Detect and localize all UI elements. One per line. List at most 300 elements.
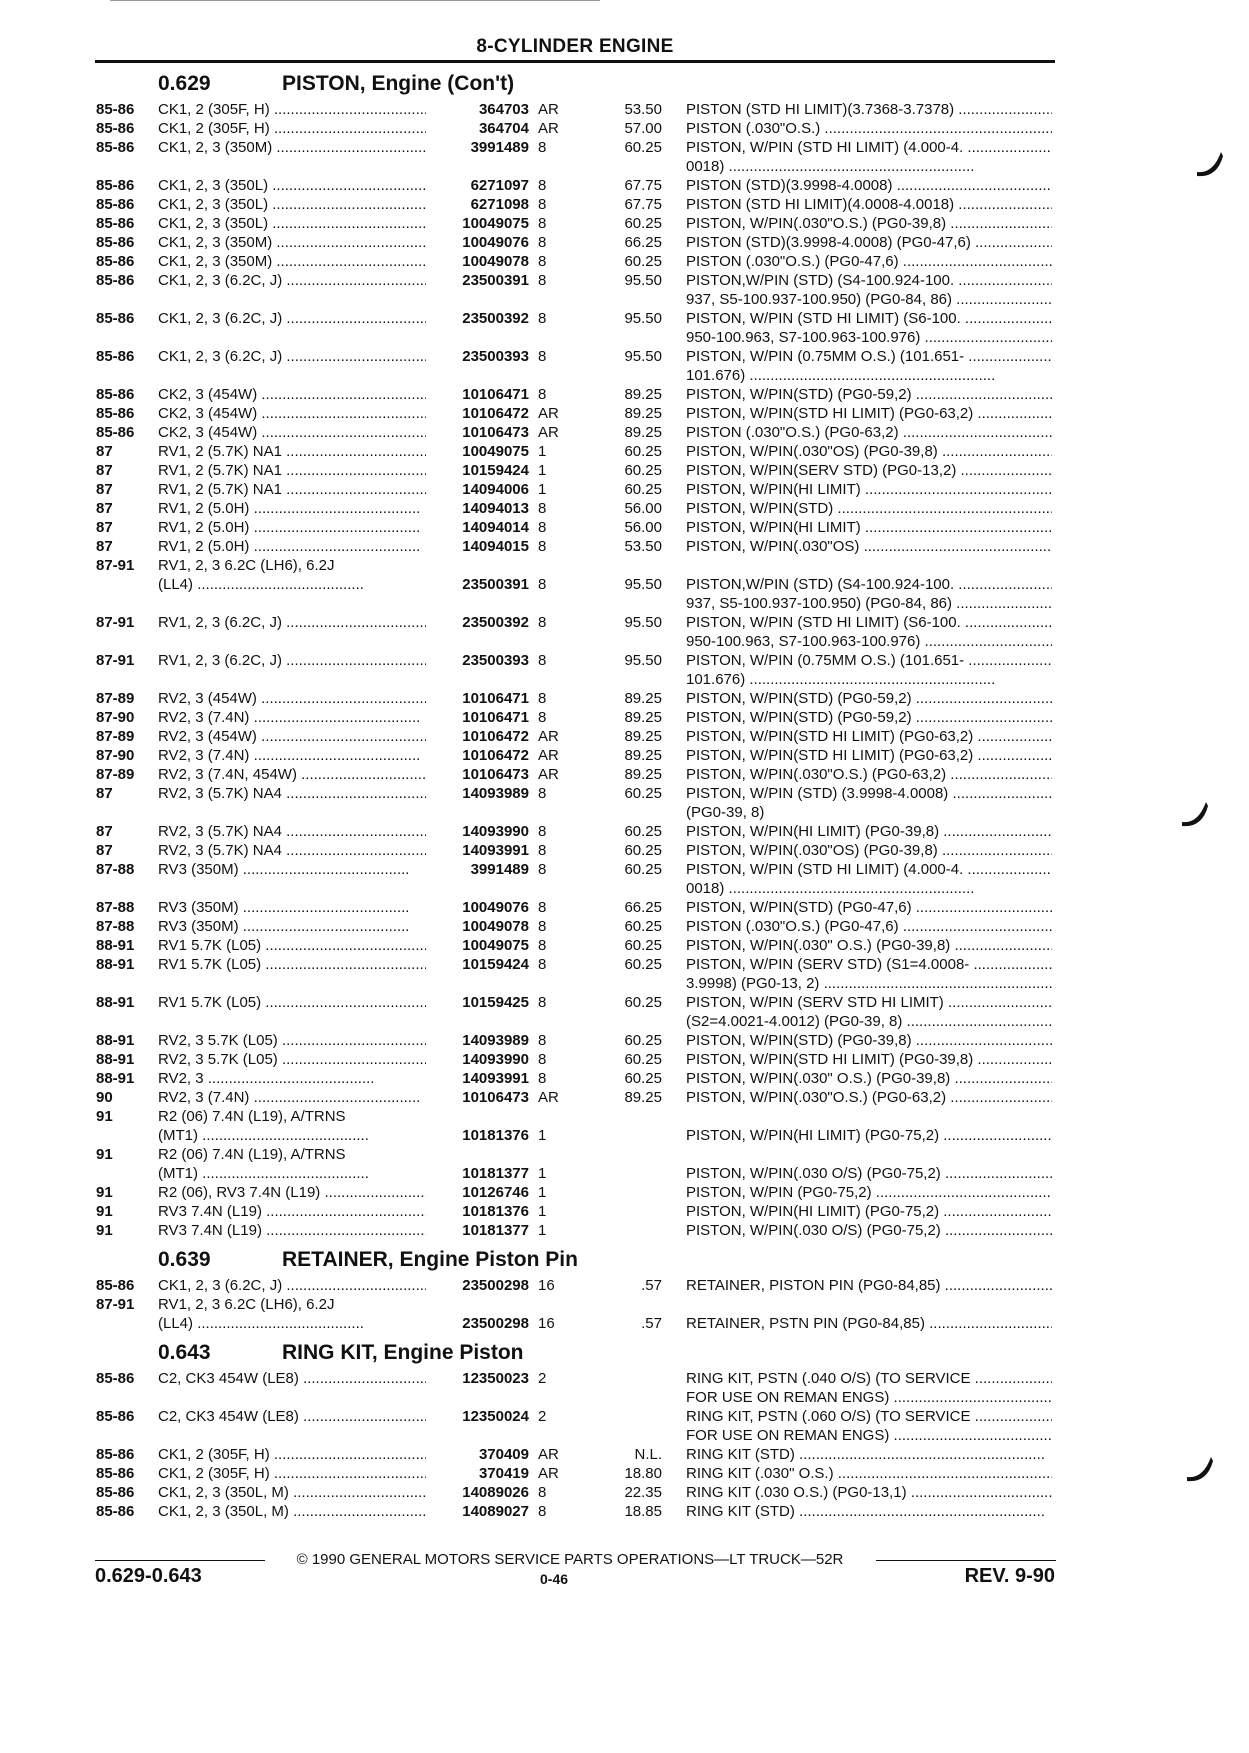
model-application: (MT1) ..... [158, 1164, 426, 1183]
parts-row [0, 556, 1249, 575]
price: 89.25 [624, 386, 662, 403]
model-application: CK2, 3 (454W) ..... [158, 423, 426, 442]
part-number: 10049076 [462, 234, 529, 251]
model-application: CK1, 2, 3 (350L, M) ..... [158, 1502, 426, 1521]
quantity: 8 [538, 253, 547, 270]
part-number: 14094006 [462, 481, 529, 498]
model-application: RV3 (350M) ..... [158, 917, 426, 936]
model-year: 85-86 [96, 253, 135, 270]
footer-rule-right [876, 1560, 1056, 1561]
footer-section-range: 0.629-0.643 [95, 1565, 202, 1587]
model-year: 87 [96, 443, 113, 460]
quantity: 8 [538, 1051, 547, 1068]
price: 56.00 [624, 500, 662, 517]
footer-revision: REV. 9-90 [964, 1565, 1055, 1587]
parts-row [0, 347, 1249, 366]
model-year: 87 [96, 519, 113, 536]
quantity: 8 [538, 215, 547, 232]
quantity: 8 [538, 1503, 547, 1520]
price: 60.25 [624, 1032, 662, 1049]
part-number: 10106473 [462, 766, 529, 783]
model-application: RV1 5.7K (L05) ..... [158, 936, 426, 955]
price: 18.80 [624, 1465, 662, 1482]
model-year: 85-86 [96, 177, 135, 194]
model-year: 87-89 [96, 728, 135, 745]
quantity: 8 [538, 196, 547, 213]
quantity: 8 [538, 576, 547, 593]
top-edge-line [110, 0, 600, 1]
description: PISTON, W/PIN(STD HI LIMIT) (PG0-63,2) ..... [686, 727, 1052, 746]
model-year: 85-86 [96, 348, 135, 365]
parts-row [0, 803, 1249, 822]
description: PISTON (STD HI LIMIT)(4.0008-4.0018) ..... [686, 195, 1052, 214]
model-application: RV2, 3 5.7K (L05) ..... [158, 1031, 426, 1050]
parts-row [0, 1314, 1249, 1333]
model-year: 87-89 [96, 766, 135, 783]
parts-row [0, 233, 1249, 252]
part-number: 14094014 [462, 519, 529, 536]
quantity: 8 [538, 690, 547, 707]
model-year: 91 [96, 1146, 113, 1163]
description: PISTON, W/PIN (0.75MM O.S.) (101.651- ..... [686, 651, 1052, 670]
parts-row [0, 1445, 1249, 1464]
price: 18.85 [624, 1503, 662, 1520]
description: 0018) ..... [686, 879, 1052, 898]
quantity: 1 [538, 1222, 547, 1239]
part-number: 10106473 [462, 424, 529, 441]
price: 22.35 [624, 1484, 662, 1501]
quantity: 16 [538, 1315, 555, 1332]
quantity: 2 [538, 1408, 547, 1425]
part-number: 10159424 [462, 956, 529, 973]
parts-row [0, 214, 1249, 233]
model-application: RV1, 2 (5.0H) ..... [158, 518, 426, 537]
parts-row [0, 1164, 1249, 1183]
parts-row [0, 1107, 1249, 1126]
description: RETAINER, PISTON PIN (PG0-84,85) ..... [686, 1276, 1052, 1295]
model-year: 85-86 [96, 120, 135, 137]
part-number: 364703 [478, 101, 529, 118]
quantity: 8 [538, 956, 547, 973]
part-number: 10181376 [462, 1203, 529, 1220]
parts-row [0, 575, 1249, 594]
description: PISTON, W/PIN(.030" O.S.) (PG0-39,8) ..... [686, 936, 1052, 955]
parts-row [0, 879, 1249, 898]
model-year: 88-91 [96, 1051, 135, 1068]
model-year: 90 [96, 1089, 113, 1106]
model-year: 85-86 [96, 196, 135, 213]
model-application: CK1, 2, 3 (350M) ..... [158, 233, 426, 252]
description: (PG0-39, 8) [686, 804, 765, 821]
parts-row [0, 480, 1249, 499]
parts-row [0, 1126, 1249, 1145]
parts-row [0, 537, 1249, 556]
model-application: CK1, 2, 3 (350M) ..... [158, 138, 426, 157]
description: PISTON, W/PIN (STD) (3.9998-4.0008) ..... [686, 784, 1052, 803]
section-heading [0, 64, 1249, 100]
price: 67.75 [624, 177, 662, 194]
part-number: 10106471 [462, 386, 529, 403]
model-application: RV2, 3 (454W) ..... [158, 689, 426, 708]
parts-row [0, 993, 1249, 1012]
section-heading [0, 1333, 1249, 1369]
parts-row [0, 955, 1249, 974]
description: RING KIT, PSTN (.060 O/S) (TO SERVICE ..... [686, 1407, 1052, 1426]
parts-row [0, 1483, 1249, 1502]
quantity: 8 [538, 823, 547, 840]
description: PISTON, W/PIN(STD) (PG0-59,2) ..... [686, 708, 1052, 727]
model-application: RV2, 3 (454W) ..... [158, 727, 426, 746]
price: 60.25 [624, 918, 662, 935]
model-year: 87-90 [96, 747, 135, 764]
description: PISTON, W/PIN(.030"O.S.) (PG0-39,8) ..... [686, 214, 1052, 233]
part-number: 6271097 [470, 177, 529, 194]
part-number: 14093990 [462, 823, 529, 840]
part-number: 6271098 [470, 196, 529, 213]
parts-row [0, 366, 1249, 385]
description: PISTON, W/PIN(.030"OS) (PG0-39,8) ..... [686, 442, 1052, 461]
price: 89.25 [624, 709, 662, 726]
parts-row [0, 1426, 1249, 1445]
model-application: CK1, 2, 3 (6.2C, J) ..... [158, 347, 426, 366]
quantity: 8 [538, 918, 547, 935]
description: PISTON, W/PIN (STD HI LIMIT) (4.000-4. ..... [686, 860, 1052, 879]
description: PISTON, W/PIN(.030"OS) ..... [686, 537, 1052, 556]
description: PISTON,W/PIN (STD) (S4-100.924-100. ..... [686, 271, 1052, 290]
quantity: 1 [538, 443, 547, 460]
model-application: CK1, 2, 3 (350L) ..... [158, 176, 426, 195]
quantity: 8 [538, 386, 547, 403]
parts-row [0, 100, 1249, 119]
parts-row [0, 1295, 1249, 1314]
model-year: 85-86 [96, 272, 135, 289]
quantity: 1 [538, 1184, 547, 1201]
quantity: AR [538, 1446, 559, 1463]
model-application: CK1, 2, 3 (350L) ..... [158, 214, 426, 233]
quantity: 16 [538, 1277, 555, 1294]
description: PISTON, W/PIN(HI LIMIT) ..... [686, 518, 1052, 537]
part-number: 10049075 [462, 215, 529, 232]
description: PISTON (.030"O.S.) (PG0-63,2) ..... [686, 423, 1052, 442]
price: 95.50 [624, 348, 662, 365]
description: 0018) ..... [686, 157, 1052, 176]
quantity: 8 [538, 139, 547, 156]
model-year: 85-86 [96, 405, 135, 422]
quantity: 8 [538, 899, 547, 916]
part-number: 10181377 [462, 1165, 529, 1182]
part-number: 14094015 [462, 538, 529, 555]
model-application: CK1, 2 (305F, H) ..... [158, 119, 426, 138]
part-number: 23500393 [462, 348, 529, 365]
description: 937, S5-100.937-100.950) (PG0-84, 86) ..... [686, 594, 1052, 613]
model-application: RV1 5.7K (L05) ..... [158, 993, 426, 1012]
description: RING KIT (STD) ..... [686, 1502, 1052, 1521]
price: .57 [641, 1315, 662, 1332]
description: PISTON, W/PIN(STD) (PG0-59,2) ..... [686, 689, 1052, 708]
parts-row [0, 1388, 1249, 1407]
price: 60.25 [624, 462, 662, 479]
price: 56.00 [624, 519, 662, 536]
model-year: 87 [96, 462, 113, 479]
description: 101.676) ..... [686, 366, 1052, 385]
binder-ring-mark-icon [1185, 1455, 1215, 1485]
parts-row [0, 1276, 1249, 1295]
quantity: 8 [538, 272, 547, 289]
model-year: 85-86 [96, 101, 135, 118]
part-number: 370419 [478, 1465, 529, 1482]
description: PISTON, W/PIN(.030 O/S) (PG0-75,2) ..... [686, 1164, 1052, 1183]
quantity: 8 [538, 1484, 547, 1501]
quantity: 8 [538, 1032, 547, 1049]
model-application: CK1, 2, 3 (6.2C, J) ..... [158, 1276, 426, 1295]
description: PISTON, W/PIN(STD HI LIMIT) (PG0-39,8) ..... [686, 1050, 1052, 1069]
model-year: 87-91 [96, 652, 135, 669]
description: PISTON (.030"O.S.) ..... [686, 119, 1052, 138]
model-application: CK1, 2, 3 (350L, M) ..... [158, 1483, 426, 1502]
parts-row [0, 1088, 1249, 1107]
quantity: 8 [538, 709, 547, 726]
parts-row [0, 1069, 1249, 1088]
section-number: 0.643 [158, 1341, 211, 1364]
part-number: 370409 [478, 1446, 529, 1463]
description: 101.676) ..... [686, 670, 1052, 689]
part-number: 10106472 [462, 405, 529, 422]
price: 89.25 [624, 424, 662, 441]
price: 60.25 [624, 481, 662, 498]
quantity: 1 [538, 481, 547, 498]
price: 60.25 [624, 443, 662, 460]
price: N.L. [634, 1446, 662, 1463]
footer-page-number: 0-46 [540, 1571, 569, 1587]
model-year: 85-86 [96, 1370, 135, 1387]
parts-row [0, 1012, 1249, 1031]
parts-row [0, 442, 1249, 461]
binder-ring-mark-icon [1180, 800, 1210, 830]
model-year: 87-88 [96, 918, 135, 935]
description: 937, S5-100.937-100.950) (PG0-84, 86) ..... [686, 290, 1052, 309]
model-application: R2 (06) 7.4N (L19), A/TRNS [158, 1108, 346, 1125]
description: 3.9998) (PG0-13, 2) ..... [686, 974, 1052, 993]
model-year: 85-86 [96, 139, 135, 156]
header-rule [95, 60, 1055, 63]
price: 53.50 [624, 538, 662, 555]
quantity: AR [538, 405, 559, 422]
price: 89.25 [624, 766, 662, 783]
part-number: 10049078 [462, 253, 529, 270]
model-application: RV1, 2 (5.7K) NA1 ..... [158, 442, 426, 461]
model-year: 88-91 [96, 937, 135, 954]
parts-row [0, 936, 1249, 955]
model-application: CK1, 2 (305F, H) ..... [158, 1445, 426, 1464]
price: 89.25 [624, 690, 662, 707]
quantity: 8 [538, 842, 547, 859]
parts-row [0, 1502, 1249, 1521]
model-application: CK1, 2, 3 (6.2C, J) ..... [158, 309, 426, 328]
model-application: CK1, 2 (305F, H) ..... [158, 100, 426, 119]
quantity: 8 [538, 785, 547, 802]
model-application: RV2, 3 (5.7K) NA4 ..... [158, 822, 426, 841]
part-number: 23500391 [462, 272, 529, 289]
part-number: 14093990 [462, 1051, 529, 1068]
model-year: 87 [96, 823, 113, 840]
parts-row [0, 119, 1249, 138]
quantity: 1 [538, 1203, 547, 1220]
quantity: 8 [538, 1070, 547, 1087]
part-number: 23500392 [462, 614, 529, 631]
description: FOR USE ON REMAN ENGS) ..... [686, 1388, 1052, 1407]
description: PISTON, W/PIN(.030 O/S) (PG0-75,2) ..... [686, 1221, 1052, 1240]
part-number: 10159425 [462, 994, 529, 1011]
quantity: 8 [538, 994, 547, 1011]
model-application: C2, CK3 454W (LE8) ..... [158, 1407, 426, 1426]
parts-row [0, 461, 1249, 480]
quantity: 1 [538, 1127, 547, 1144]
model-year: 88-91 [96, 994, 135, 1011]
part-number: 23500393 [462, 652, 529, 669]
description: PISTON (STD)(3.9998-4.0008) ..... [686, 176, 1052, 195]
part-number: 14089027 [462, 1503, 529, 1520]
description: PISTON, W/PIN(HI LIMIT) ..... [686, 480, 1052, 499]
model-application: CK1, 2, 3 (350L) ..... [158, 195, 426, 214]
price: 60.25 [624, 994, 662, 1011]
parts-row [0, 689, 1249, 708]
model-application: CK2, 3 (454W) ..... [158, 385, 426, 404]
parts-row [0, 404, 1249, 423]
part-number: 10106473 [462, 1089, 529, 1106]
page-header: 8-CYLINDER ENGINE [476, 36, 674, 57]
description: PISTON, W/PIN (PG0-75,2) ..... [686, 1183, 1052, 1202]
parts-list [0, 64, 1249, 1521]
price: 95.50 [624, 614, 662, 631]
price: 60.25 [624, 1051, 662, 1068]
parts-row [0, 974, 1249, 993]
parts-row [0, 860, 1249, 879]
description: PISTON, W/PIN (STD HI LIMIT) (S6-100. ..... [686, 309, 1052, 328]
description: PISTON, W/PIN(STD) (PG0-39,8) ..... [686, 1031, 1052, 1050]
parts-row [0, 632, 1249, 651]
part-number: 12350023 [462, 1370, 529, 1387]
description: RING KIT, PSTN (.040 O/S) (TO SERVICE ..... [686, 1369, 1052, 1388]
quantity: 8 [538, 234, 547, 251]
part-number: 14094013 [462, 500, 529, 517]
quantity: AR [538, 747, 559, 764]
model-application: (MT1) ..... [158, 1126, 426, 1145]
parts-row [0, 1221, 1249, 1240]
parts-row [0, 1031, 1249, 1050]
quantity: 8 [538, 177, 547, 194]
price: 60.25 [624, 1070, 662, 1087]
model-application: RV1, 2, 3 (6.2C, J) ..... [158, 651, 426, 670]
price: 60.25 [624, 139, 662, 156]
model-year: 87-91 [96, 614, 135, 631]
quantity: 1 [538, 462, 547, 479]
parts-row [0, 1183, 1249, 1202]
part-number: 10181377 [462, 1222, 529, 1239]
model-application: CK2, 3 (454W) ..... [158, 404, 426, 423]
section-heading [0, 1240, 1249, 1276]
price: 89.25 [624, 405, 662, 422]
model-year: 85-86 [96, 310, 135, 327]
price: 60.25 [624, 956, 662, 973]
parts-row [0, 727, 1249, 746]
section-number: 0.629 [158, 72, 211, 95]
parts-row [0, 1145, 1249, 1164]
parts-row [0, 385, 1249, 404]
part-number: 10159424 [462, 462, 529, 479]
price: 95.50 [624, 652, 662, 669]
price: 89.25 [624, 728, 662, 745]
parts-row [0, 328, 1249, 347]
part-number: 12350024 [462, 1408, 529, 1425]
price: 60.25 [624, 823, 662, 840]
model-application: RV2, 3 ..... [158, 1069, 426, 1088]
quantity: 8 [538, 348, 547, 365]
model-application: C2, CK3 454W (LE8) ..... [158, 1369, 426, 1388]
model-year: 85-86 [96, 215, 135, 232]
description: PISTON (.030"O.S.) (PG0-47,6) ..... [686, 917, 1052, 936]
parts-row [0, 252, 1249, 271]
model-application: RV3 7.4N (L19) ..... [158, 1221, 426, 1240]
quantity: AR [538, 120, 559, 137]
parts-row [0, 499, 1249, 518]
model-year: 91 [96, 1203, 113, 1220]
parts-row [0, 1407, 1249, 1426]
description: PISTON, W/PIN(.030" O.S.) (PG0-39,8) ..... [686, 1069, 1052, 1088]
model-application: RV1, 2 (5.0H) ..... [158, 499, 426, 518]
model-application: RV2, 3 5.7K (L05) ..... [158, 1050, 426, 1069]
model-application: RV2, 3 (7.4N) ..... [158, 1088, 426, 1107]
parts-row [0, 157, 1249, 176]
model-year: 87 [96, 785, 113, 802]
part-number: 10049076 [462, 899, 529, 916]
model-application: CK1, 2, 3 (6.2C, J) ..... [158, 271, 426, 290]
model-year: 85-86 [96, 1484, 135, 1501]
model-year: 87 [96, 481, 113, 498]
description: PISTON, W/PIN (STD HI LIMIT) (S6-100. ..... [686, 613, 1052, 632]
price: 53.50 [624, 101, 662, 118]
description: PISTON, W/PIN(STD) (PG0-47,6) ..... [686, 898, 1052, 917]
model-application: RV1 5.7K (L05) ..... [158, 955, 426, 974]
price: .57 [641, 1277, 662, 1294]
parts-row [0, 917, 1249, 936]
model-application: (LL4) ..... [158, 575, 426, 594]
quantity: AR [538, 1465, 559, 1482]
price: 60.25 [624, 842, 662, 859]
quantity: 8 [538, 538, 547, 555]
part-number: 14089026 [462, 1484, 529, 1501]
parts-row [0, 518, 1249, 537]
quantity: 8 [538, 614, 547, 631]
parts-row [0, 841, 1249, 860]
section-number: 0.639 [158, 1248, 211, 1271]
model-application: RV3 (350M) ..... [158, 860, 426, 879]
part-number: 10181376 [462, 1127, 529, 1144]
part-number: 23500298 [462, 1277, 529, 1294]
section-title: RETAINER, Engine Piston Pin [282, 1248, 578, 1271]
parts-row [0, 290, 1249, 309]
price: 66.25 [624, 234, 662, 251]
model-year: 88-91 [96, 1032, 135, 1049]
model-application: RV2, 3 (7.4N) ..... [158, 746, 426, 765]
price: 95.50 [624, 576, 662, 593]
part-number: 10049078 [462, 918, 529, 935]
quantity: 8 [538, 652, 547, 669]
model-year: 87-89 [96, 690, 135, 707]
model-application: RV1, 2 (5.7K) NA1 ..... [158, 461, 426, 480]
parts-row [0, 898, 1249, 917]
part-number: 14093989 [462, 785, 529, 802]
model-application: RV3 7.4N (L19) ..... [158, 1202, 426, 1221]
